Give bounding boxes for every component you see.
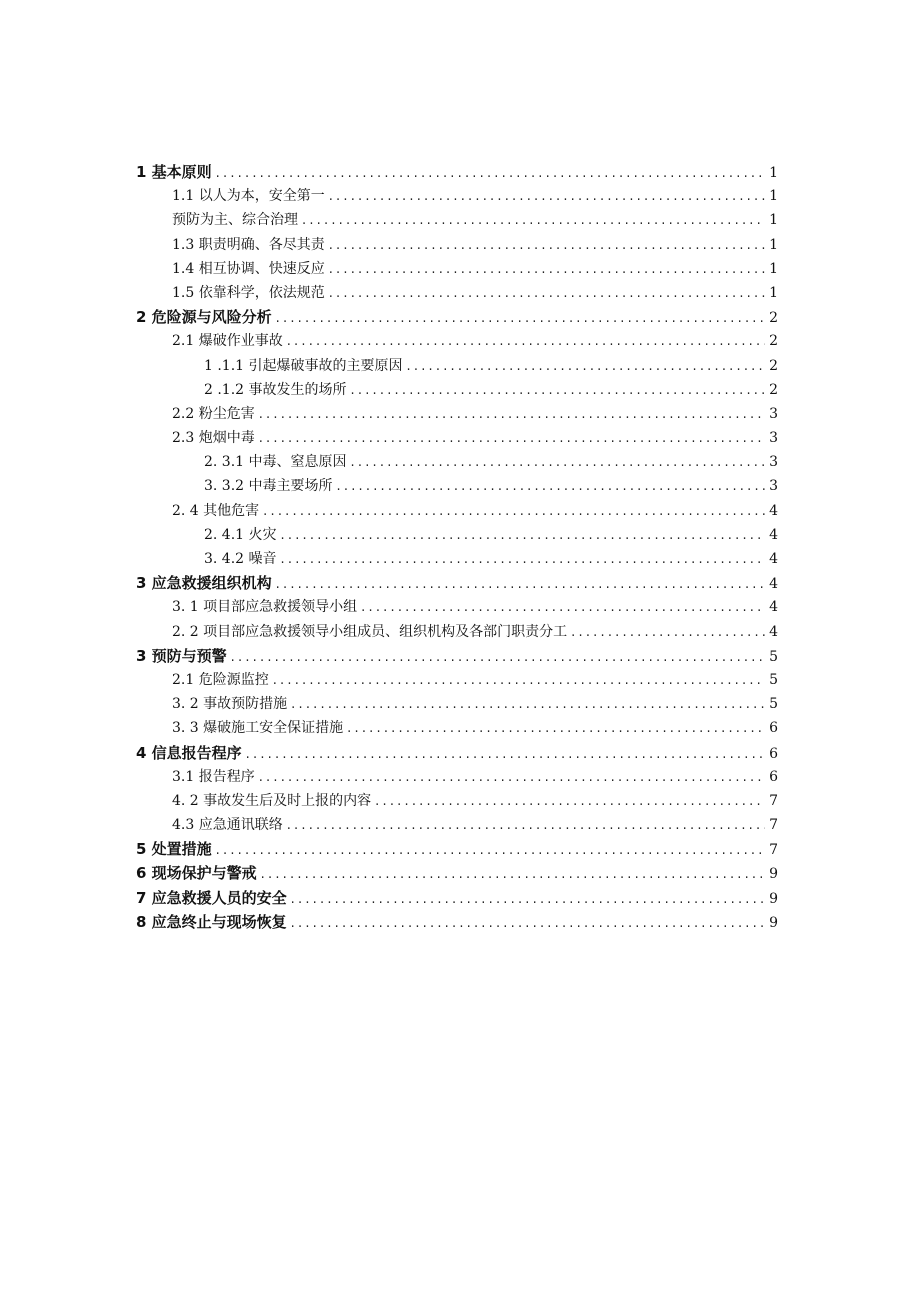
dot-leader — [231, 646, 765, 670]
toc-entry-title: 7 应急救援人员的安全 — [136, 888, 287, 907]
toc-entry-title: 2.3 炮烟中毒 — [172, 430, 255, 447]
dot-leader — [337, 475, 766, 499]
dot-leader — [571, 621, 765, 645]
toc-entry[interactable] — [136, 813, 778, 837]
dot-leader — [329, 258, 765, 282]
toc-entry[interactable] — [136, 450, 778, 474]
dot-leader — [261, 863, 765, 887]
toc-entry[interactable] — [136, 329, 778, 353]
toc-entry-page-number: 1 — [769, 188, 778, 205]
toc-entry[interactable] — [136, 305, 778, 329]
toc-entry-title: 1.4 相互协调、快速反应 — [172, 260, 325, 277]
toc-entry-title: 3. 1 项目部应急救援领导小组 — [172, 599, 358, 616]
toc-entry-title: 1 基本原则 — [136, 163, 212, 181]
toc-entry[interactable] — [136, 716, 778, 740]
toc-entry[interactable] — [136, 765, 778, 789]
toc-entry-title: 1.3 职责明确、各尽其责 — [172, 236, 325, 253]
toc-entry-page-number: 4 — [769, 551, 778, 567]
dot-leader — [361, 596, 765, 620]
toc-entry-page-number: 6 — [769, 745, 778, 762]
toc-entry-title: 5 处置措施 — [136, 840, 212, 859]
toc-entry-title: 8 应急终止与现场恢复 — [136, 912, 287, 931]
dot-leader — [263, 500, 765, 524]
toc-entry-title: 3.1 报告程序 — [172, 768, 255, 785]
toc-entry[interactable] — [136, 692, 778, 716]
toc-entry-page-number: 2 — [769, 357, 778, 374]
toc-entry-page-number: 4 — [769, 502, 778, 519]
dot-leader — [287, 330, 765, 354]
toc-entry-page-number: 6 — [769, 768, 778, 785]
dot-leader — [329, 234, 765, 258]
toc-entry-title: 6 现场保护与警戒 — [136, 864, 257, 883]
toc-entry-title: 2. 3.1 中毒、窒息原因 — [204, 454, 347, 471]
toc-entry[interactable] — [136, 474, 778, 498]
dot-leader — [259, 403, 765, 427]
toc-entry-title: 2. 2 项目部应急救援领导小组成员、组织机构及各部门职责分工 — [172, 623, 568, 640]
toc-entry-title: 3. 3.2 中毒主要场所 — [204, 478, 333, 495]
toc-entry-page-number: 7 — [769, 842, 778, 859]
toc-entry[interactable] — [136, 571, 778, 595]
toc-entry-title: 2.1 爆破作业事故 — [172, 333, 283, 350]
dot-leader — [351, 451, 766, 475]
toc-entry[interactable] — [136, 499, 778, 523]
toc-entry-page-number: 1 — [769, 236, 778, 253]
toc-entry-title: 2.1 危险源监控 — [172, 671, 269, 688]
toc-entry-title: 2. 4.1 火灾 — [204, 526, 277, 543]
dot-leader — [246, 743, 765, 767]
table-of-contents — [136, 160, 778, 934]
toc-entry-page-number: 6 — [769, 720, 778, 737]
dot-leader — [347, 717, 765, 741]
toc-entry[interactable] — [136, 233, 778, 257]
toc-entry-page-number: 2 — [769, 381, 778, 398]
toc-entry-title: 3 预防与预警 — [136, 646, 227, 665]
toc-entry[interactable] — [136, 184, 778, 208]
dot-leader — [276, 573, 765, 597]
toc-entry[interactable] — [136, 620, 778, 644]
toc-entry[interactable] — [136, 426, 778, 450]
toc-entry-page-number: 5 — [769, 696, 778, 713]
toc-entry-page-number: 9 — [769, 866, 778, 883]
toc-entry-page-number: 4 — [769, 623, 778, 640]
toc-entry-page-number: 1 — [769, 260, 778, 277]
dot-leader — [291, 912, 765, 936]
toc-entry-title: 3. 2 事故预防措施 — [172, 696, 288, 713]
toc-entry-page-number: 1 — [769, 284, 778, 301]
toc-entry[interactable] — [136, 861, 778, 885]
toc-entry[interactable] — [136, 547, 778, 571]
dot-leader — [375, 790, 765, 814]
toc-entry-page-number: 3 — [769, 478, 778, 495]
toc-entry-page-number: 3 — [769, 405, 778, 422]
dot-leader — [291, 888, 765, 912]
toc-entry[interactable] — [136, 402, 778, 426]
dot-leader — [329, 282, 765, 306]
toc-entry[interactable] — [136, 886, 778, 910]
dot-leader — [351, 379, 766, 403]
toc-entry-title: 2.2 粉尘危害 — [172, 405, 255, 422]
toc-entry[interactable] — [136, 741, 778, 765]
toc-entry-title: 2 危险源与风险分析 — [136, 308, 272, 327]
toc-entry[interactable] — [136, 789, 778, 813]
dot-leader — [259, 427, 765, 451]
toc-entry-title: 4.3 应急通讯联络 — [172, 817, 283, 834]
toc-entry[interactable] — [136, 378, 778, 402]
dot-leader — [407, 355, 766, 379]
dot-leader — [273, 669, 765, 693]
toc-entry[interactable] — [136, 208, 778, 232]
dot-leader — [281, 548, 766, 572]
toc-entry[interactable] — [136, 523, 778, 547]
toc-entry-title: 3. 4.2 噪音 — [204, 551, 277, 567]
toc-entry-page-number: 2 — [769, 333, 778, 350]
toc-entry[interactable] — [136, 910, 778, 934]
toc-entry-title: 预防为主、综合治理 — [172, 212, 298, 229]
toc-entry[interactable] — [136, 595, 778, 619]
dot-leader — [329, 185, 765, 209]
toc-entry[interactable] — [136, 837, 778, 861]
toc-entry-title: 1.5 依靠科学，依法规范 — [172, 284, 325, 301]
toc-entry-page-number: 5 — [769, 648, 778, 665]
toc-entry[interactable] — [136, 160, 778, 184]
toc-entry[interactable] — [136, 668, 778, 692]
dot-leader — [259, 766, 765, 790]
dot-leader — [302, 209, 765, 233]
toc-entry-page-number: 3 — [769, 430, 778, 447]
toc-entry-title: 2. 4 其他危害 — [172, 502, 260, 519]
toc-entry-page-number: 9 — [769, 914, 778, 931]
toc-entry[interactable] — [136, 257, 778, 281]
toc-entry-page-number: 3 — [769, 454, 778, 471]
toc-entry-title: 4. 2 事故发生后及时上报的内容 — [172, 792, 372, 809]
toc-entry-title: 1 .1.1 引起爆破事故的主要原因 — [204, 357, 403, 374]
toc-entry-page-number: 5 — [769, 671, 778, 688]
toc-entry-page-number: 1 — [769, 212, 778, 229]
toc-entry-page-number: 4 — [769, 526, 778, 543]
toc-entry-page-number: 7 — [769, 792, 778, 809]
dot-leader — [216, 162, 765, 186]
toc-entry-title: 3. 3 爆破施工安全保证措施 — [172, 720, 344, 737]
toc-entry-page-number: 1 — [769, 165, 778, 181]
toc-entry[interactable] — [136, 281, 778, 305]
toc-entry-title: 4 信息报告程序 — [136, 743, 242, 762]
toc-entry-page-number: 9 — [769, 890, 778, 907]
toc-entry-page-number: 7 — [769, 817, 778, 834]
dot-leader — [287, 814, 765, 838]
dot-leader — [216, 839, 765, 863]
dot-leader — [291, 693, 765, 717]
toc-entry-page-number: 4 — [769, 576, 778, 593]
toc-entry-title: 1.1 以人为本，安全第一 — [172, 188, 325, 205]
toc-entry-title: 2 .1.2 事故发生的场所 — [204, 381, 347, 398]
toc-entry[interactable] — [136, 354, 778, 378]
dot-leader — [281, 524, 766, 548]
toc-entry[interactable] — [136, 644, 778, 668]
toc-entry-page-number: 4 — [769, 599, 778, 616]
toc-entry-title: 3 应急救援组织机构 — [136, 574, 272, 593]
dot-leader — [276, 307, 765, 331]
toc-entry-page-number: 2 — [769, 310, 778, 327]
